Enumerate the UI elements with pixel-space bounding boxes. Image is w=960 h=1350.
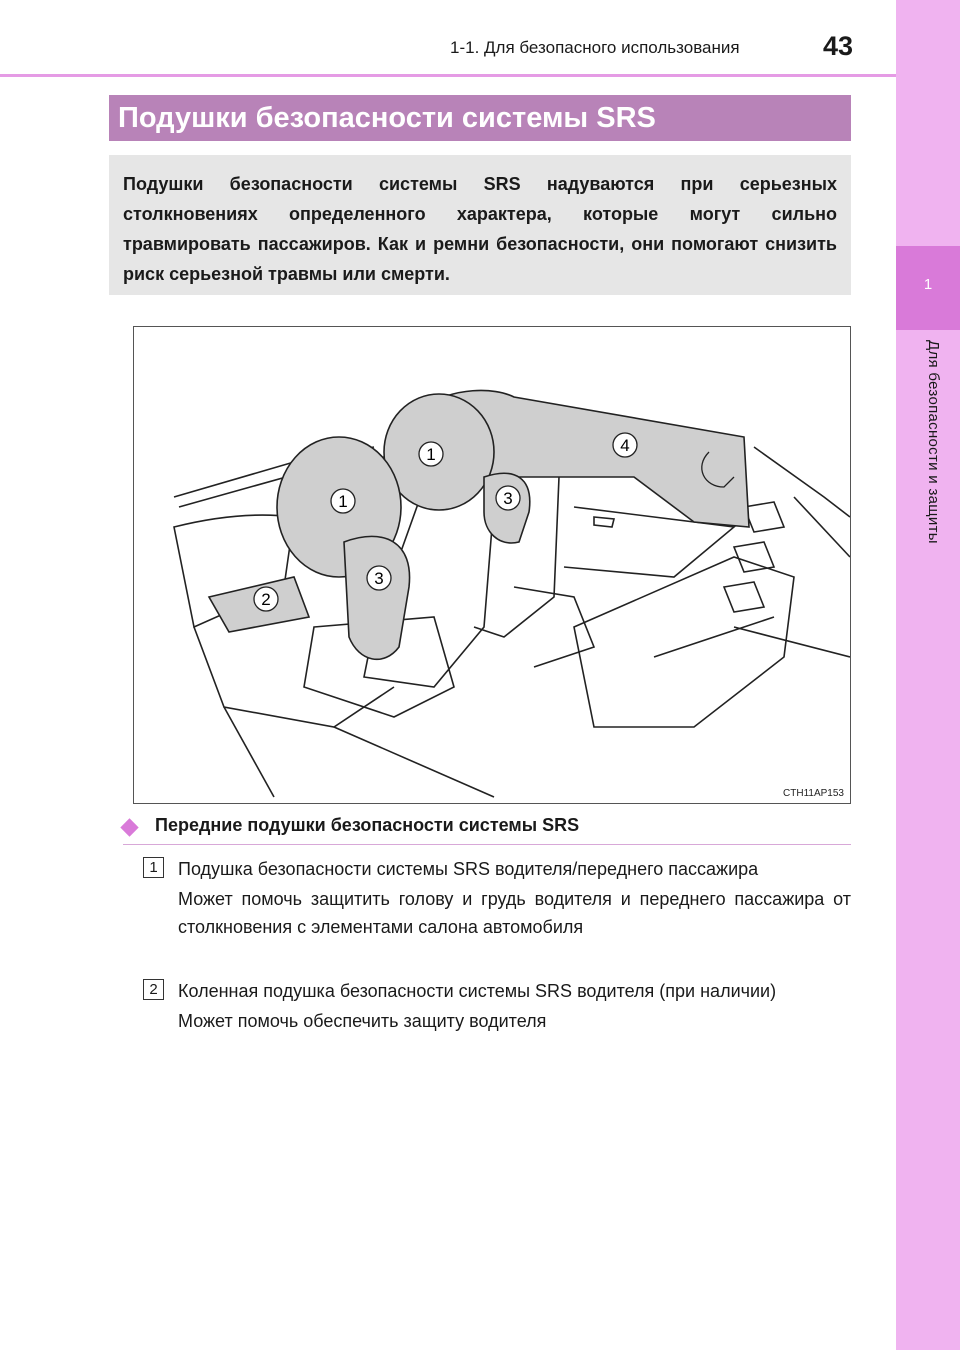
chapter-number: 1 — [923, 276, 933, 293]
callout-3-rear — [496, 486, 520, 510]
figure-code: CTH11AP153 — [783, 788, 844, 799]
intro-box — [109, 155, 851, 295]
intro-text: Подушки безопасности системы SRS надуваются при серьезных столкновениях определенного характера, которые могут сильно травмировать пассажиров. Как и ремни безопасности, они помогают снизить риск серьезной травмы или смерти. — [123, 174, 837, 284]
item-description: Может помочь обеспечить защиту водителя — [178, 1011, 547, 1031]
callout-label: 2 — [261, 590, 271, 609]
item-number-badge: 1 — [143, 857, 164, 878]
header-divider — [0, 74, 896, 77]
subheading-text: Передние подушки безопасности системы SRS — [155, 815, 580, 835]
callout-2-knee — [254, 587, 278, 611]
callout-label: 1 — [426, 445, 436, 464]
running-header: 1-1. Для безопасного использования — [450, 38, 740, 57]
callout-1-passenger — [419, 442, 443, 466]
chapter-sidebar — [896, 0, 960, 1350]
section-title: Подушки безопасности системы SRS — [109, 95, 851, 141]
subheading — [123, 814, 851, 845]
callout-label: 4 — [620, 436, 630, 455]
item-title: Подушка безопасности системы SRS водителя/переднего пассажира — [178, 859, 759, 879]
item-title: Коленная подушка безопасности системы SRS водителя (при наличии) — [178, 981, 777, 1001]
callout-label: 3 — [503, 489, 513, 508]
callout-label: 3 — [374, 569, 384, 588]
airbag-illustration — [133, 326, 851, 804]
list-item — [143, 855, 851, 941]
callout-3-front — [367, 566, 391, 590]
page-number: 43 — [823, 31, 854, 61]
item-number-badge: 2 — [143, 979, 164, 1000]
callout-label: 1 — [338, 492, 348, 511]
chapter-tab[interactable] — [896, 246, 960, 330]
diamond-bullet-icon — [120, 818, 138, 836]
callout-4-curtain — [613, 433, 637, 457]
chapter-title: Для безопасности и защиты — [925, 340, 942, 544]
callout-1-driver — [331, 489, 355, 513]
list-item — [143, 977, 851, 1035]
item-description: Может помочь защитить голову и грудь водителя и переднего пассажира от столкновения с элементами салона автомобиля — [178, 889, 851, 937]
car-interior-drawing — [134, 327, 850, 803]
